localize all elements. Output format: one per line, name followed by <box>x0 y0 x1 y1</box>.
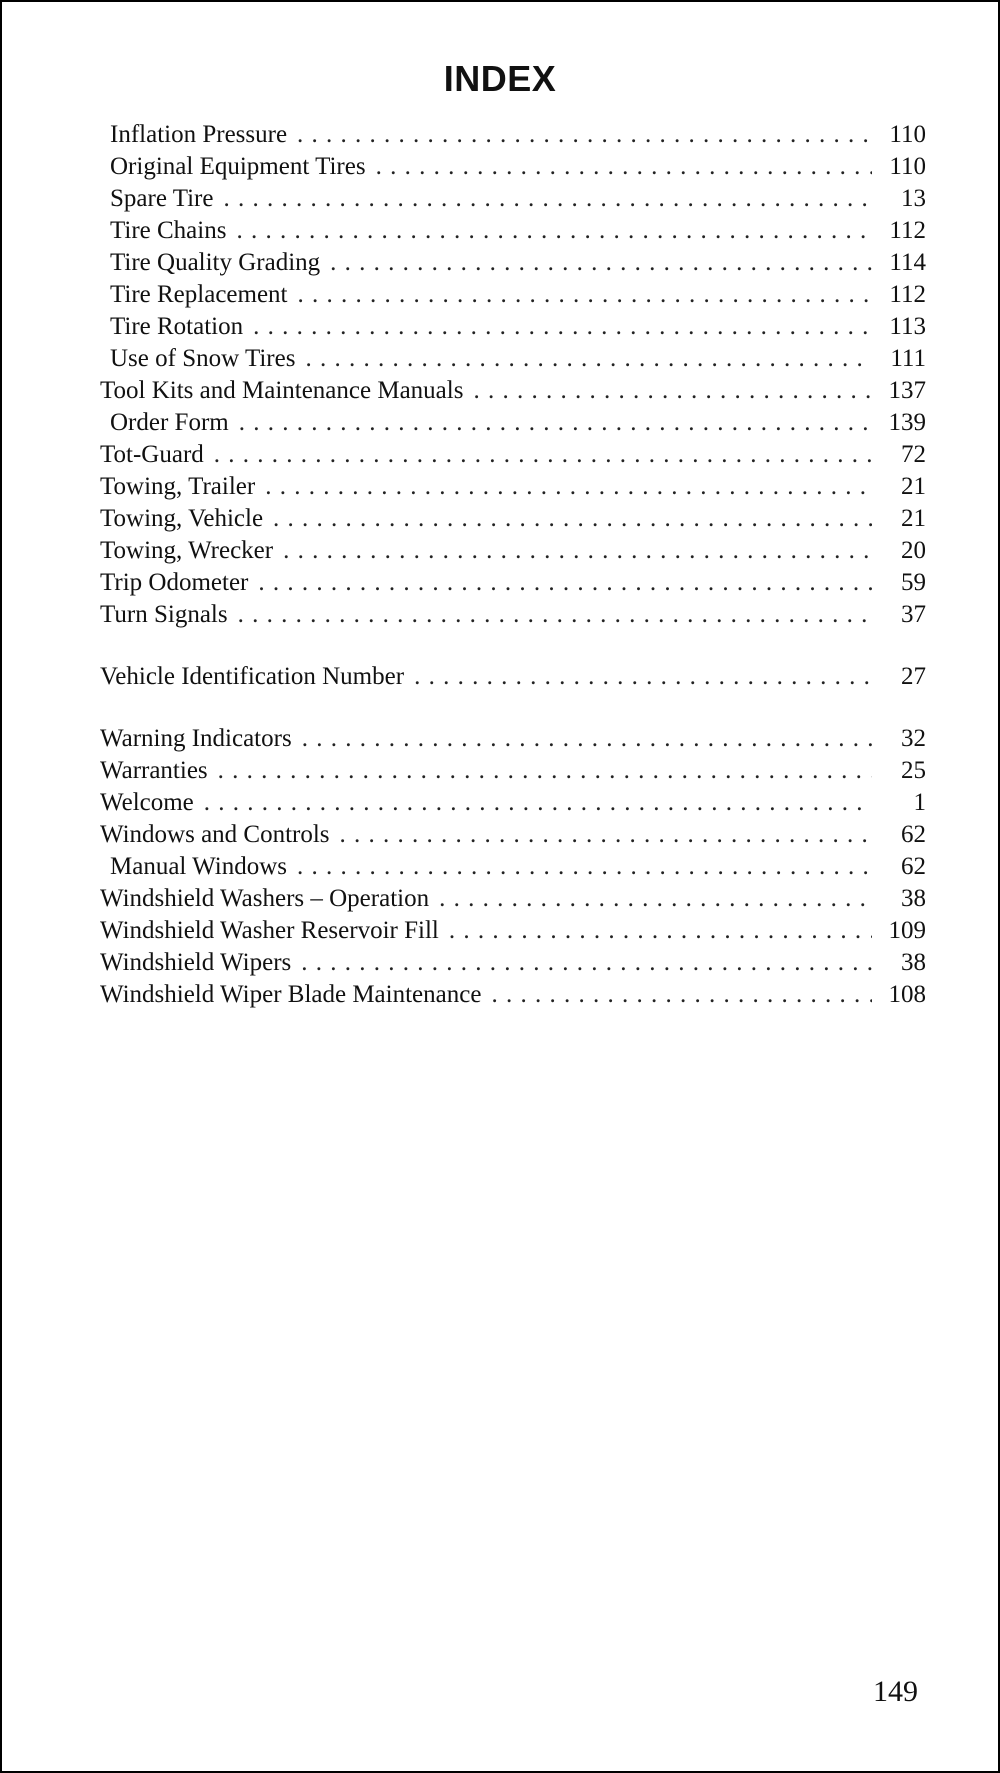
index-entry <box>100 535 926 567</box>
index-entry <box>100 343 926 375</box>
entry-page-number: 32 <box>901 725 926 752</box>
entry-page-number: 112 <box>889 281 926 308</box>
entry-page-number: 72 <box>901 441 926 468</box>
index-entry <box>100 183 926 215</box>
entry-page-number: 110 <box>889 121 926 148</box>
entry-label: Tire Rotation <box>110 313 244 340</box>
index-entry <box>100 755 926 787</box>
dot-leader <box>204 787 872 819</box>
index-entry <box>100 819 926 851</box>
index-entry <box>100 947 926 979</box>
entry-label: Spare Tire <box>110 185 214 212</box>
dot-leader <box>340 819 872 851</box>
dot-leader <box>449 915 872 947</box>
dot-leader <box>297 851 872 883</box>
dot-leader <box>297 119 872 151</box>
entry-label: Inflation Pressure <box>110 121 288 148</box>
entry-label: Windshield Wipers <box>100 949 292 976</box>
entry-label: Windshield Washers – Operation <box>100 885 430 912</box>
page-number: 149 <box>873 1675 918 1708</box>
entry-page-number: 110 <box>889 153 926 180</box>
entry-page-number: 62 <box>901 853 926 880</box>
entry-label: Towing, Trailer <box>100 473 256 500</box>
index-entry <box>100 787 926 819</box>
entry-label: Turn Signals <box>100 601 228 628</box>
dot-leader <box>218 755 872 787</box>
entry-page-number: 59 <box>901 569 926 596</box>
dot-leader <box>273 503 872 535</box>
index-entry <box>100 311 926 343</box>
index-entry <box>100 567 926 599</box>
entry-label: Towing, Vehicle <box>100 505 264 532</box>
dot-leader <box>283 535 872 567</box>
dot-leader <box>491 979 872 1011</box>
index-entry <box>100 979 926 1011</box>
dot-leader <box>302 723 872 755</box>
index-entries <box>100 119 926 1011</box>
page-title: INDEX <box>443 58 557 99</box>
index-entry <box>100 439 926 471</box>
entry-page-number: 38 <box>901 949 926 976</box>
entry-page-number: 113 <box>889 313 926 340</box>
entry-label: Warning Indicators <box>100 725 292 752</box>
entry-label: Towing, Wrecker <box>100 537 274 564</box>
dot-leader <box>298 279 872 311</box>
index-entry <box>100 151 926 183</box>
dot-leader <box>265 471 872 503</box>
index-entry <box>100 599 926 631</box>
index-entry <box>100 503 926 535</box>
index-entry <box>100 915 926 947</box>
entry-page-number: 20 <box>901 537 926 564</box>
entry-label: Tire Chains <box>110 217 227 244</box>
index-entry <box>100 215 926 247</box>
entry-page-number: 21 <box>901 505 926 532</box>
index-entry <box>100 119 926 151</box>
dot-leader <box>473 375 872 407</box>
index-entry <box>100 407 926 439</box>
entry-label: Tool Kits and Maintenance Manuals <box>100 377 464 404</box>
entry-page-number: 38 <box>901 885 926 912</box>
entry-label: Tire Replacement <box>110 281 288 308</box>
dot-leader <box>253 311 872 343</box>
dot-leader <box>258 567 872 599</box>
entry-label: Order Form <box>110 409 229 436</box>
dot-leader <box>214 439 872 471</box>
entry-page-number: 21 <box>901 473 926 500</box>
entry-label: Use of Snow Tires <box>110 345 296 372</box>
entry-label: Warranties <box>100 757 208 784</box>
index-entry <box>100 279 926 311</box>
entry-page-number: 112 <box>889 217 926 244</box>
entry-label: Windshield Washer Reservoir Fill <box>100 917 439 944</box>
entry-page-number: 37 <box>901 601 926 628</box>
dot-leader <box>223 183 872 215</box>
dot-leader <box>239 407 872 439</box>
index-entry <box>100 375 926 407</box>
index-entry <box>100 883 926 915</box>
entry-label: Tot-Guard <box>100 441 204 468</box>
entry-page-number: 114 <box>889 249 926 276</box>
entry-label: Windows and Controls <box>100 821 330 848</box>
entry-page-number: 13 <box>901 185 926 212</box>
entry-page-number: 1 <box>913 789 926 816</box>
entry-page-number: 62 <box>901 821 926 848</box>
dot-leader <box>236 215 872 247</box>
index-entry <box>100 723 926 755</box>
entry-label: Trip Odometer <box>100 569 249 596</box>
entry-page-number: 25 <box>901 757 926 784</box>
index-entry <box>100 247 926 279</box>
index-entry <box>100 661 926 693</box>
entry-page-number: 109 <box>888 917 926 944</box>
entry-label: Welcome <box>100 789 194 816</box>
dot-leader <box>439 883 872 915</box>
entry-page-number: 108 <box>888 981 926 1008</box>
entry-label: Tire Quality Grading <box>110 249 321 276</box>
entry-label: Windshield Wiper Blade Maintenance <box>100 981 482 1008</box>
entry-label: Original Equipment Tires <box>110 153 366 180</box>
entry-label: Manual Windows <box>110 853 287 880</box>
dot-leader <box>330 247 872 279</box>
entry-page-number: 111 <box>890 345 926 372</box>
entry-page-number: 139 <box>888 409 926 436</box>
entry-page-number: 137 <box>888 377 926 404</box>
index-entry <box>100 851 926 883</box>
dot-leader <box>376 151 872 183</box>
entry-page-number: 27 <box>901 663 926 690</box>
entry-label: Vehicle Identification Number <box>100 663 405 690</box>
dot-leader <box>301 947 872 979</box>
dot-leader <box>305 343 872 375</box>
dot-leader <box>238 599 872 631</box>
index-entry <box>100 471 926 503</box>
dot-leader <box>414 661 872 693</box>
